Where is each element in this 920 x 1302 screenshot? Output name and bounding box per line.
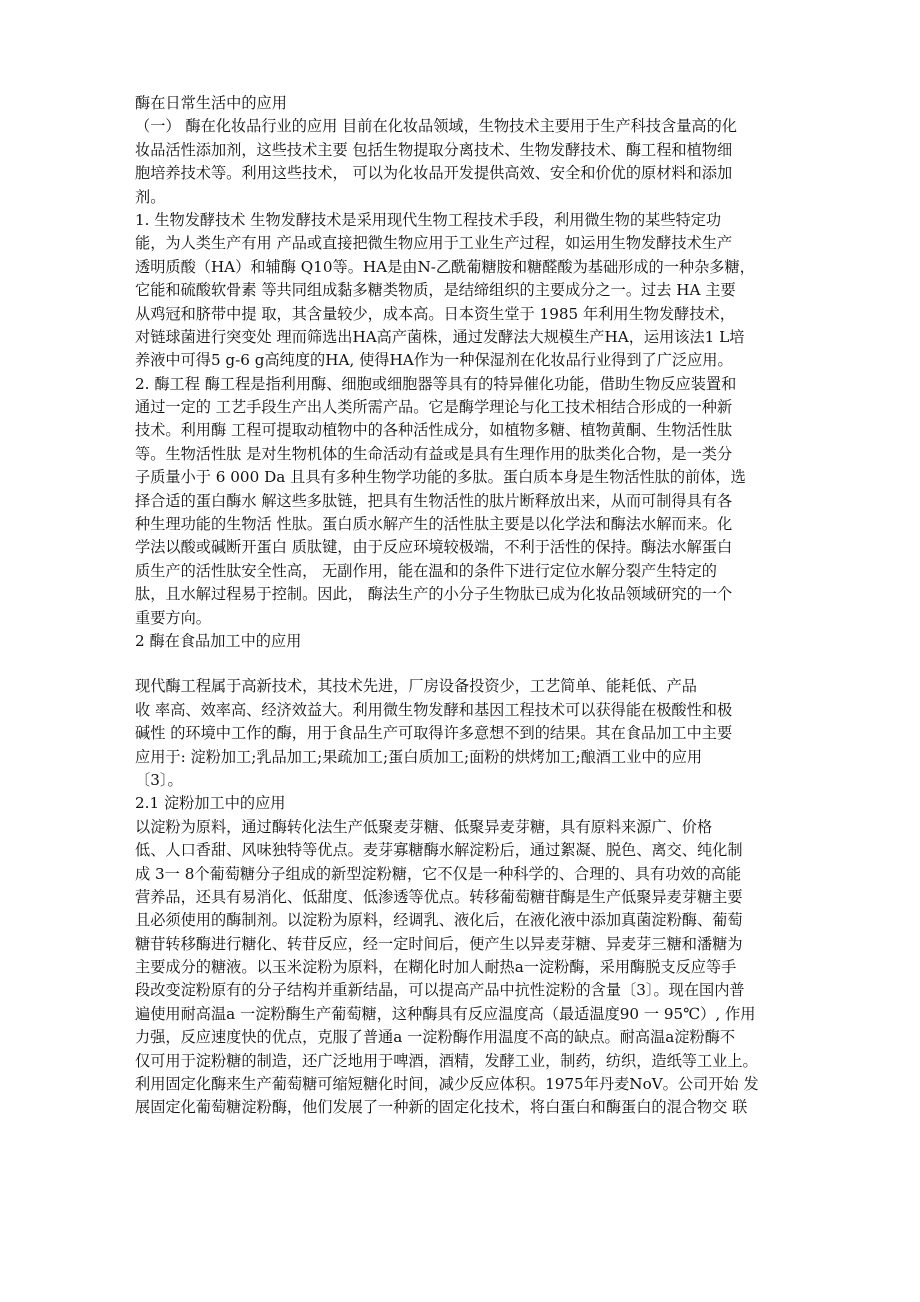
- text-line: 1. 生物发酵技术 生物发酵技术是采用现代生物工程技术手段，利用微生物的某些特定功: [135, 210, 722, 229]
- section-cosmetics: [135, 115, 795, 653]
- text-line: 能，为人类生产有用 产品或直接把微生物应用于工业生产过程，如运用生物发酵技术生产: [135, 234, 733, 253]
- document-page: [135, 92, 795, 1120]
- text-line: 遍使用耐高温a 一淀粉酶生产葡萄糖，这种酶具有反应温度高（最适温度90 一 95℃）, 作用: [135, 1004, 756, 1023]
- text-line: 重要方向。: [135, 608, 211, 627]
- text-line: 且必须使用的酶制剂。以淀粉为原料，经调乳、液化后，在液化液中添加真菌淀粉酶、葡萄: [135, 911, 743, 930]
- text-line: 段改变淀粉原有的分子结构并重新结晶，可以提高产品中抗性淀粉的含量〔3〕。现在国内普: [135, 981, 745, 1000]
- text-line: 主要成分的糖液。以玉米淀粉为原料，在糊化时加人耐热a一淀粉酶，采用酶脱支反应等手: [135, 958, 737, 977]
- text-line: 对链球菌进行突变处 理而筛选出HA高产菌株，通过发酵法大规模生产HA，运用该法1 L培: [135, 327, 745, 346]
- text-line: 现代酶工程属于高新技术，其技术先进，厂房设备投资少，工艺简单、能耗低、产品: [135, 677, 697, 696]
- text-line: 胞培养技术等。利用这些技术， 可以为化妆品开发提供高效、安全和价优的原材料和添加: [135, 164, 733, 183]
- text-line: 2. 酶工程 酶工程是指利用酶、细胞或细胞器等具有的特异催化功能，借助生物反应装置和: [135, 374, 737, 393]
- text-line: 它能和硫酸软骨素 等共同组成黏多糖类物质，是结缔组织的主要成分之一。过去 HA 主要: [135, 281, 736, 300]
- text-line: 择合适的蛋白酶水 解这些多肽链，把具有生物活性的肽片断释放出来，从而可制得具有各: [135, 491, 733, 510]
- text-line: （一） 酶在化妆品行业的应用 目前在化妆品领域，生物技术主要用于生产科技含量高的化: [135, 117, 737, 136]
- paragraph-gap: [135, 653, 795, 675]
- text-line: 肽，且水解过程易于控制。因此， 酶法生产的小分子生物肽已成为化妆品领域研究的一个: [135, 585, 733, 604]
- document-title: 酶在日常生活中的应用: [135, 94, 287, 112]
- text-line: 〔3〕。: [135, 770, 183, 789]
- text-line: 利用固定化酶来生产葡萄糖可缩短糖化时间，减少反应体积。1975年丹麦NoV。公司开始 发: [135, 1075, 759, 1094]
- text-line: 低、人口香甜、风味独特等优点。麦芽寡糖酶水解淀粉后，通过絮凝、脱色、离交、纯化制: [135, 841, 743, 860]
- text-line: 学法以酸或碱断开蛋白 质肽键，由于反应环境较极端，不利于活性的保持。酶法水解蛋白: [135, 538, 733, 557]
- text-line: 剂。: [135, 187, 166, 206]
- text-line: 质生产的活性肽安全性高， 无副作用，能在温和的条件下进行定位水解分裂产生特定的: [135, 561, 717, 580]
- text-line: 糖苷转移酶进行糖化、转苷反应，经一定时间后，便产生以异麦芽糖、异麦芽三糖和潘糖为: [135, 934, 743, 953]
- text-line: 碱性 的环境中工作的酶，用于食品生产可取得许多意想不到的结果。其在食品加工中主要: [135, 724, 733, 743]
- text-line: 透明质酸（HA）和辅酶 Q10等。HA是由N-乙酰葡糖胺和糖醛酸为基础形成的一种杂多糖，: [135, 257, 755, 276]
- text-line: 子质量小于 6 000 Da 且具有多种生物学功能的多肽。蛋白质本身是生物活性肽的前体，选: [135, 468, 746, 487]
- text-line: 通过一定的 工艺手段生产出人类所需产品。它是酶学理论与化工技术相结合形成的一种新: [135, 398, 733, 417]
- text-line: 营养品，还具有易消化、低甜度、低渗透等优点。转移葡萄糖苷酶是生产低聚异麦芽糖主要: [135, 887, 743, 906]
- text-line: 应用于: 淀粉加工;乳品加工;果疏加工;蛋白质加工;面粉的烘烤加工;酿酒工业中的应用: [135, 747, 703, 766]
- section-food-processing: [135, 675, 795, 1119]
- text-line: 以淀粉为原料，通过酶转化法生产低聚麦芽糖、低聚异麦芽糖，具有原料来源广、价格: [135, 817, 713, 836]
- text-line: 等。生物活性肽 是对生物机体的生命活动有益或是具有生理作用的肽类化合物，是一类分: [135, 444, 733, 463]
- text-line: 成 3一 8个葡萄糖分子组成的新型淀粉糖，它不仅是一种科学的、合理的、具有功效的高能: [135, 864, 742, 883]
- text-line: 2.1 淀粉加工中的应用: [135, 794, 286, 813]
- text-line: 妆品活性添加剂，这些技术主要 包括生物提取分离技术、生物发酵技术、酶工程和植物细: [135, 140, 733, 159]
- text-line: 技术。利用酶 工程可提取动植物中的各种活性成分，如植物多糖、植物黄酮、生物活性肽: [135, 421, 733, 440]
- text-line: 仅可用于淀粉糖的制造，还广泛地用于啤酒，酒精，发酵工业，制药，纺织，造纸等工业上。: [135, 1051, 758, 1070]
- text-line: 收 率高、效率高、经济效益大。利用微生物发酵和基因工程技术可以获得能在极酸性和极: [135, 700, 733, 719]
- text-line: 养液中可得5 g-6 g高纯度的HA, 使得HA作为一种保湿剂在化妆品行业得到了广泛应用。: [135, 351, 733, 370]
- text-line: 2 酶在食品加工中的应用: [135, 631, 302, 650]
- text-line: 力强，反应速度快的优点，克服了普通a 一淀粉酶作用温度不高的缺点。耐高温a淀粉酶不: [135, 1028, 736, 1047]
- text-line: 展固定化葡萄糖淀粉酶，他们发展了一种新的固定化技术，将白蛋白和酶蛋白的混合物交 联: [135, 1098, 748, 1117]
- text-line: 从鸡冠和脐带中提 取，其含量较少，成本高。日本资生堂于 1985 年利用生物发酵技术，: [135, 304, 735, 323]
- text-line: 种生理功能的生物活 性肽。蛋白质水解产生的活性肽主要是以化学法和酶法水解而来。化: [135, 515, 733, 534]
